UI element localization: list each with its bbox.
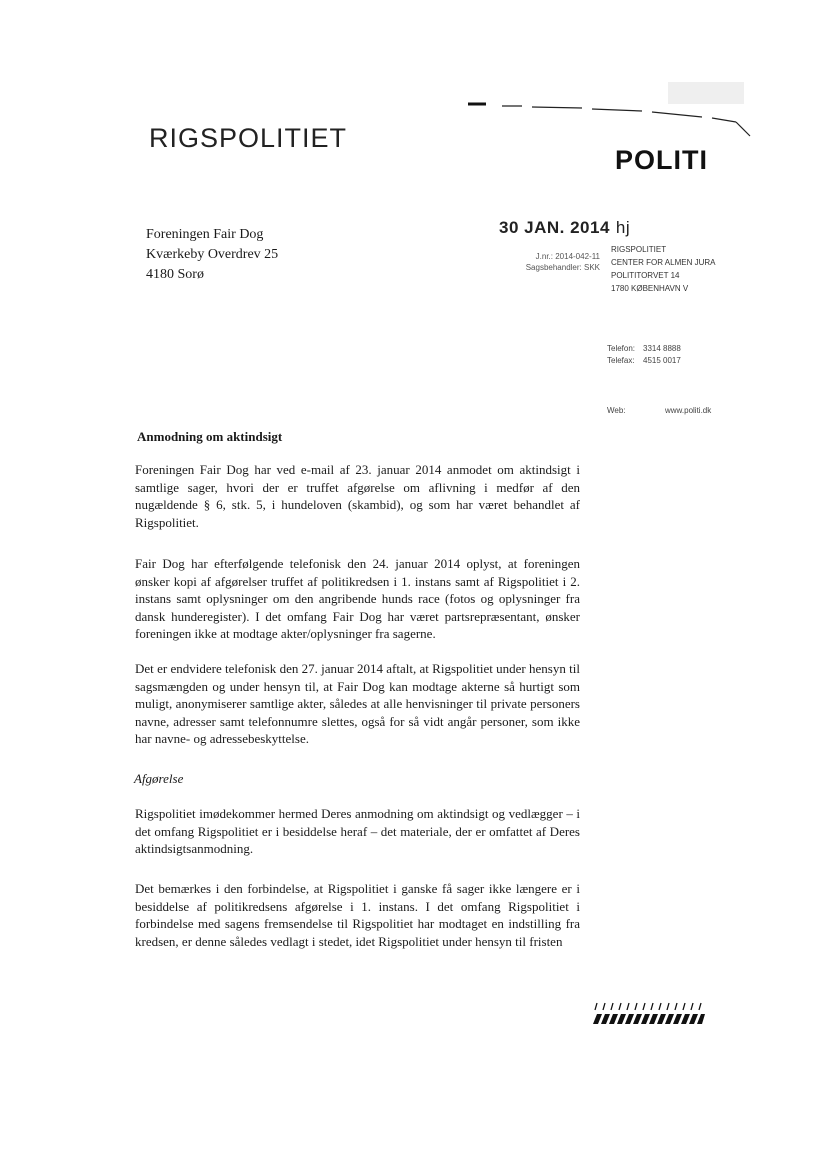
sender-line-4: 1780 KØBENHAVN V bbox=[611, 284, 689, 293]
date-stamp bbox=[499, 218, 630, 238]
recipient-address bbox=[146, 225, 278, 285]
stamp-date: 30 JAN. 2014 bbox=[499, 218, 610, 237]
letter-subject: Anmodning om aktindsigt bbox=[137, 429, 283, 444]
phone-label: Telefon: bbox=[607, 344, 636, 353]
politi-logo: POLITI bbox=[615, 145, 708, 175]
contact-block bbox=[607, 343, 681, 367]
sender-line-2: CENTER FOR ALMEN JURA bbox=[611, 258, 716, 267]
sender-address bbox=[611, 243, 715, 295]
fax-number: 4515 0017 bbox=[643, 356, 681, 365]
section-heading: Afgørelse bbox=[134, 771, 184, 786]
stamp-initials: hj bbox=[615, 218, 631, 237]
journal-number: J.nr.: 2014-042-11 bbox=[535, 252, 600, 261]
web-line bbox=[607, 406, 711, 415]
footer-pattern-decoration bbox=[593, 1002, 705, 1026]
letterhead: RIGSPOLITIET bbox=[149, 123, 348, 153]
case-references bbox=[500, 251, 600, 273]
paragraph-1: Foreningen Fair Dog har ved e-mail af 23. januar 2014 anmodet om aktindsigt i samtlige sager, hvori der er truffet afgørelse om aflivning i medfør af den nugældende § 6, stk. 5, i hundeloven (skambid), og som har været behandlet af Rigspolitiet. bbox=[135, 462, 580, 530]
paragraph-4: Rigspolitiet imødekommer hermed Deres anmodning om aktindsigt og vedlægger – i det omfang Rigspolitiet er i besiddelse heraf – det materiale, der er omfattet af Deres aktindsigtsanmodning. bbox=[135, 806, 580, 856]
recipient-name: Foreningen Fair Dog bbox=[146, 227, 264, 242]
sender-line-1: RIGSPOLITIET bbox=[611, 245, 667, 254]
web-address: www.politi.dk bbox=[665, 406, 712, 415]
web-label: Web: bbox=[607, 406, 626, 415]
recipient-street: Kværkeby Overdrev 25 bbox=[146, 247, 279, 262]
sender-line-3: POLITITORVET 14 bbox=[611, 271, 680, 280]
paragraph-2: Fair Dog har efterfølgende telefonisk den 24. januar 2014 oplyst, at foreningen ønsker kopi af afgørelser truffet af politikredsen i 1. instans samt af Rigspolitiet i 2. instans samt oplysninger om den angribende hunds race (fotos og oplysninger fra dansk hunderegister). I det omfang Fair Dog har været partsrepræsentant, ønsker foreningen ikke at modtage akter/oplysninger fra sagerne. bbox=[135, 556, 580, 641]
recipient-city: 4180 Sorø bbox=[146, 267, 204, 282]
header-decorative-rule bbox=[462, 98, 752, 142]
paragraph-5: Det bemærkes i den forbindelse, at Rigspolitiet i ganske få sager ikke længere er i besiddelse af politikredsens afgørelse i 1. instans. I det omfang Rigspolitiet i forbindelse med sagens fremsendelse til Rigspolitiet har modtaget en indstilling fra kredsen, er denne således vedlagt i stedet, idet Rigspolitiet under hensyn til fristen bbox=[135, 881, 580, 949]
phone-number: 3314 8888 bbox=[643, 344, 681, 353]
paragraph-3: Det er endvidere telefonisk den 27. januar 2014 aftalt, at Rigspolitiet under hensyn til sagsmængden og under hensyn til, at Fair Dog kan modtage akterne så hurtigt som muligt, anonymiserer samtlige akter, således at alle henvisninger til private personers navne, adresser samt telefonnumre slettes, også for så vidt angår personer, som ikke har navne- og adressebeskyttelse. bbox=[135, 661, 580, 746]
fax-label: Telefax: bbox=[607, 356, 635, 365]
caseworker: Sagsbehandler: SKK bbox=[525, 263, 600, 272]
